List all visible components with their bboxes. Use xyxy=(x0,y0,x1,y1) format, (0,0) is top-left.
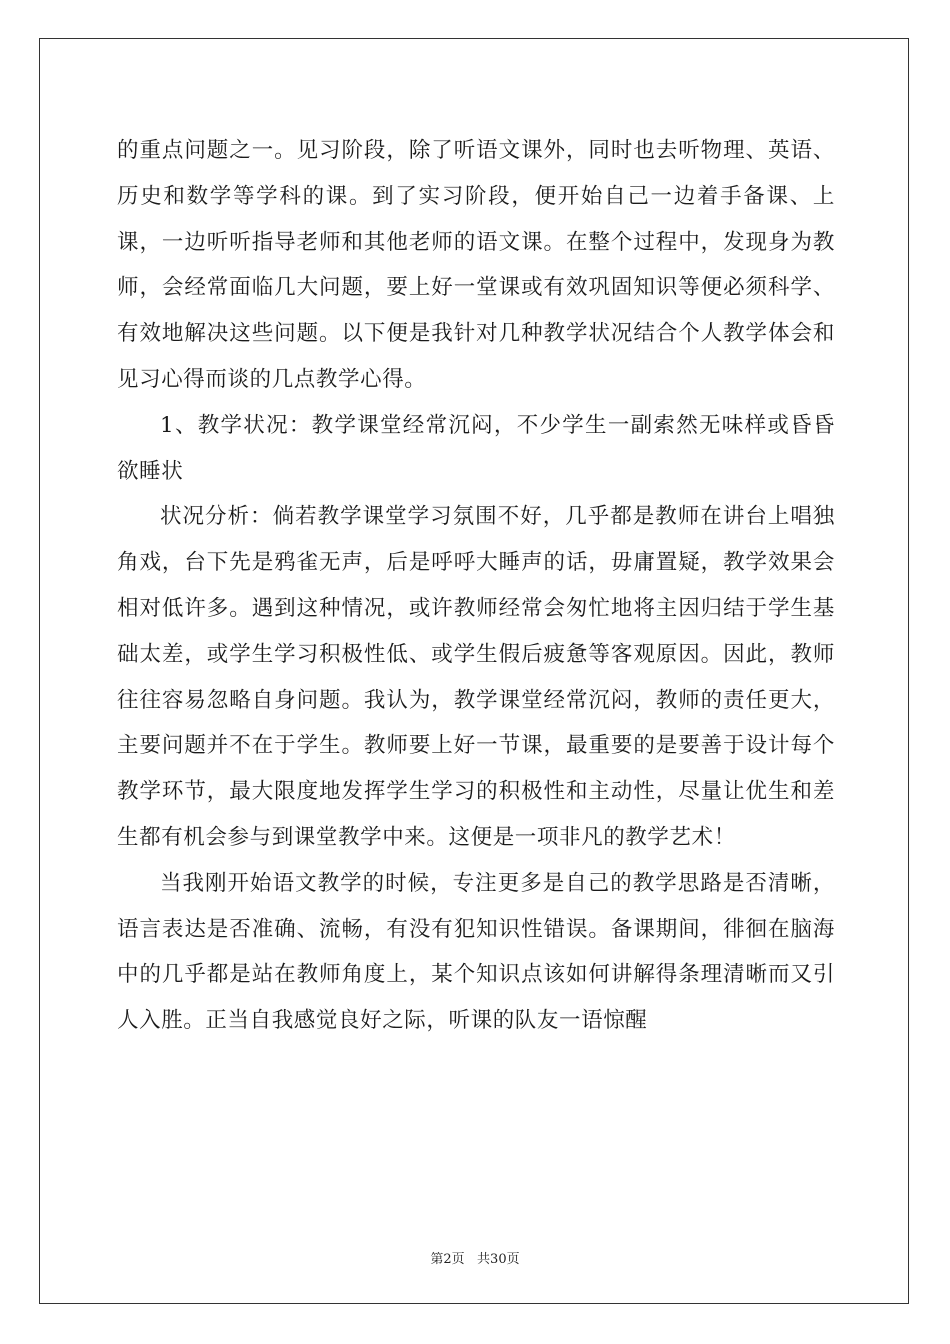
paragraph-2-heading: 1、教学状况：教学课堂经常沉闷，不少学生一副索然无味样或昏昏欲睡状 xyxy=(117,412,835,484)
paragraph-1: 的重点问题之一。见习阶段，除了听语文课外，同时也去听物理、英语、历史和数学等学科的课。到了实习阶段，便开始自己一边着手备课、上课，一边听听指导老师和其他老师的语文课。在整个过程中，发现身为教师，会经常面临几大问题，要上好一堂课或有效巩固知识等便必须科学、有效地解决这些问题。以下便是我针对几种教学状况结合个人教学体会和见习心得而谈的几点教学心得。 xyxy=(117,138,835,392)
paragraph-3: 状况分析：倘若教学课堂学习氛围不好，几乎都是教师在讲台上唱独角戏，台下先是鸦雀无声，后是呼呼大睡声的话，毋庸置疑，教学效果会相对低许多。遇到这种情况，或许教师经常会匆忙地将主因归结于学生基础太差，或学生学习积极性低、或学生假后疲惫等客观原因。因此，教师往往容易忽略自身问题。我认为，教学课堂经常沉闷，教师的责任更大，主要问题并不在于学生。教师要上好一节课，最重要的是要善于设计每个教学环节，最大限度地发挥学生学习的积极性和主动性，尽量让优生和差生都有机会参与到课堂教学中来。这便是一项非凡的教学艺术！ xyxy=(117,504,835,850)
document-body xyxy=(117,128,835,1044)
paragraph-4: 当我刚开始语文教学的时候，专注更多是自己的教学思路是否清晰，语言表达是否准确、流畅，有没有犯知识性错误。备课期间，徘徊在脑海中的几乎都是站在教师角度上，某个知识点该如何讲解得条理清晰而又引人入胜。正当自我感觉良好之际，听课的队友一语惊醒 xyxy=(117,870,835,1034)
page-number-footer: 第2页 共30页 xyxy=(430,1252,520,1267)
